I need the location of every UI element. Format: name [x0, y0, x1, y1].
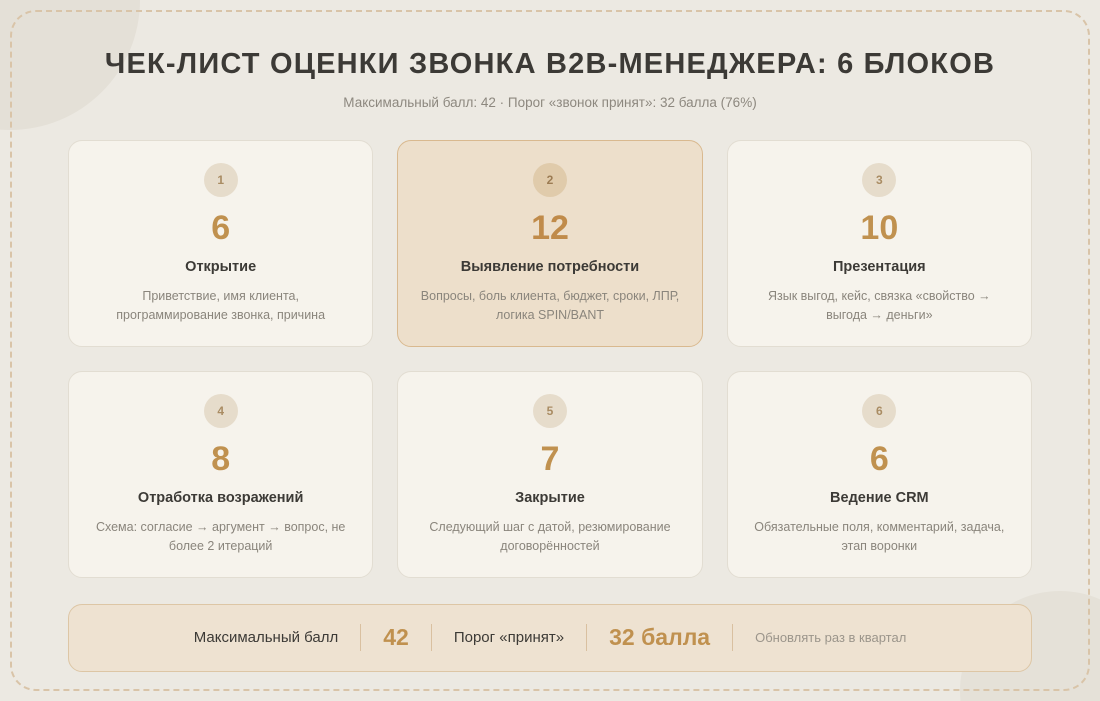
block-description: Обязательные поля, комментарий, задача, этап воронки [754, 519, 1005, 554]
block-score: 6 [869, 439, 889, 478]
summary-bar [68, 604, 1032, 672]
block-number-badge: 1 [204, 163, 238, 197]
block-description: Приветствие, имя клиента, программирование звонка, причина [116, 289, 326, 323]
block-card-6[interactable] [727, 371, 1032, 578]
block-description: Схема: согласие → аргумент → вопрос, не более 2 итераций [95, 519, 346, 554]
block-title: Выявление потребности [460, 259, 640, 275]
block-title: Презентация [833, 259, 926, 275]
block-score: 12 [531, 209, 569, 247]
block-card-1[interactable] [68, 140, 373, 347]
block-score: 6 [211, 209, 231, 247]
block-title: Ведение CRM [830, 489, 929, 506]
block-card-2[interactable] [397, 140, 702, 347]
block-score: 7 [540, 439, 560, 478]
block-description: Следующий шаг с датой, резюмирование договорённостей [429, 519, 671, 554]
block-description: Вопросы, боль клиента, бюджет, сроки, ЛПР, логика SPIN/BANT [420, 289, 680, 323]
blocks-grid [68, 140, 1032, 578]
block-card-5[interactable] [397, 371, 702, 578]
update-note: Обновлять раз в квартал [755, 630, 907, 645]
block-card-3[interactable] [727, 140, 1032, 347]
block-number-badge: 6 [862, 394, 896, 428]
threshold-value: 32 балла [586, 624, 733, 651]
block-title: Отработка возражений [137, 489, 304, 506]
page-title: ЧЕК-ЛИСТ ОЦЕНКИ ЗВОНКА B2B-МЕНЕДЖЕРА: 6 БЛОКОВ [104, 48, 996, 80]
block-score: 10 [860, 209, 899, 247]
page-subtitle: Максимальный балл: 42 · Порог «звонок принят»: 32 балла (76%) [343, 95, 757, 110]
threshold-label: Порог «принят» [453, 629, 565, 646]
block-number-badge: 3 [862, 163, 896, 197]
block-card-4[interactable] [68, 371, 373, 578]
block-number-badge: 5 [533, 394, 567, 428]
block-description: Язык выгод, кейс, связка «свойство → выгода → деньги» [767, 289, 991, 323]
max-score-value: 42 [360, 624, 432, 651]
block-number-badge: 2 [533, 163, 567, 197]
block-score: 8 [211, 439, 231, 478]
block-title: Закрытие [515, 489, 585, 506]
block-number-badge: 4 [204, 394, 238, 428]
block-title: Открытие [185, 259, 257, 275]
max-score-label: Максимальный балл [193, 629, 339, 646]
